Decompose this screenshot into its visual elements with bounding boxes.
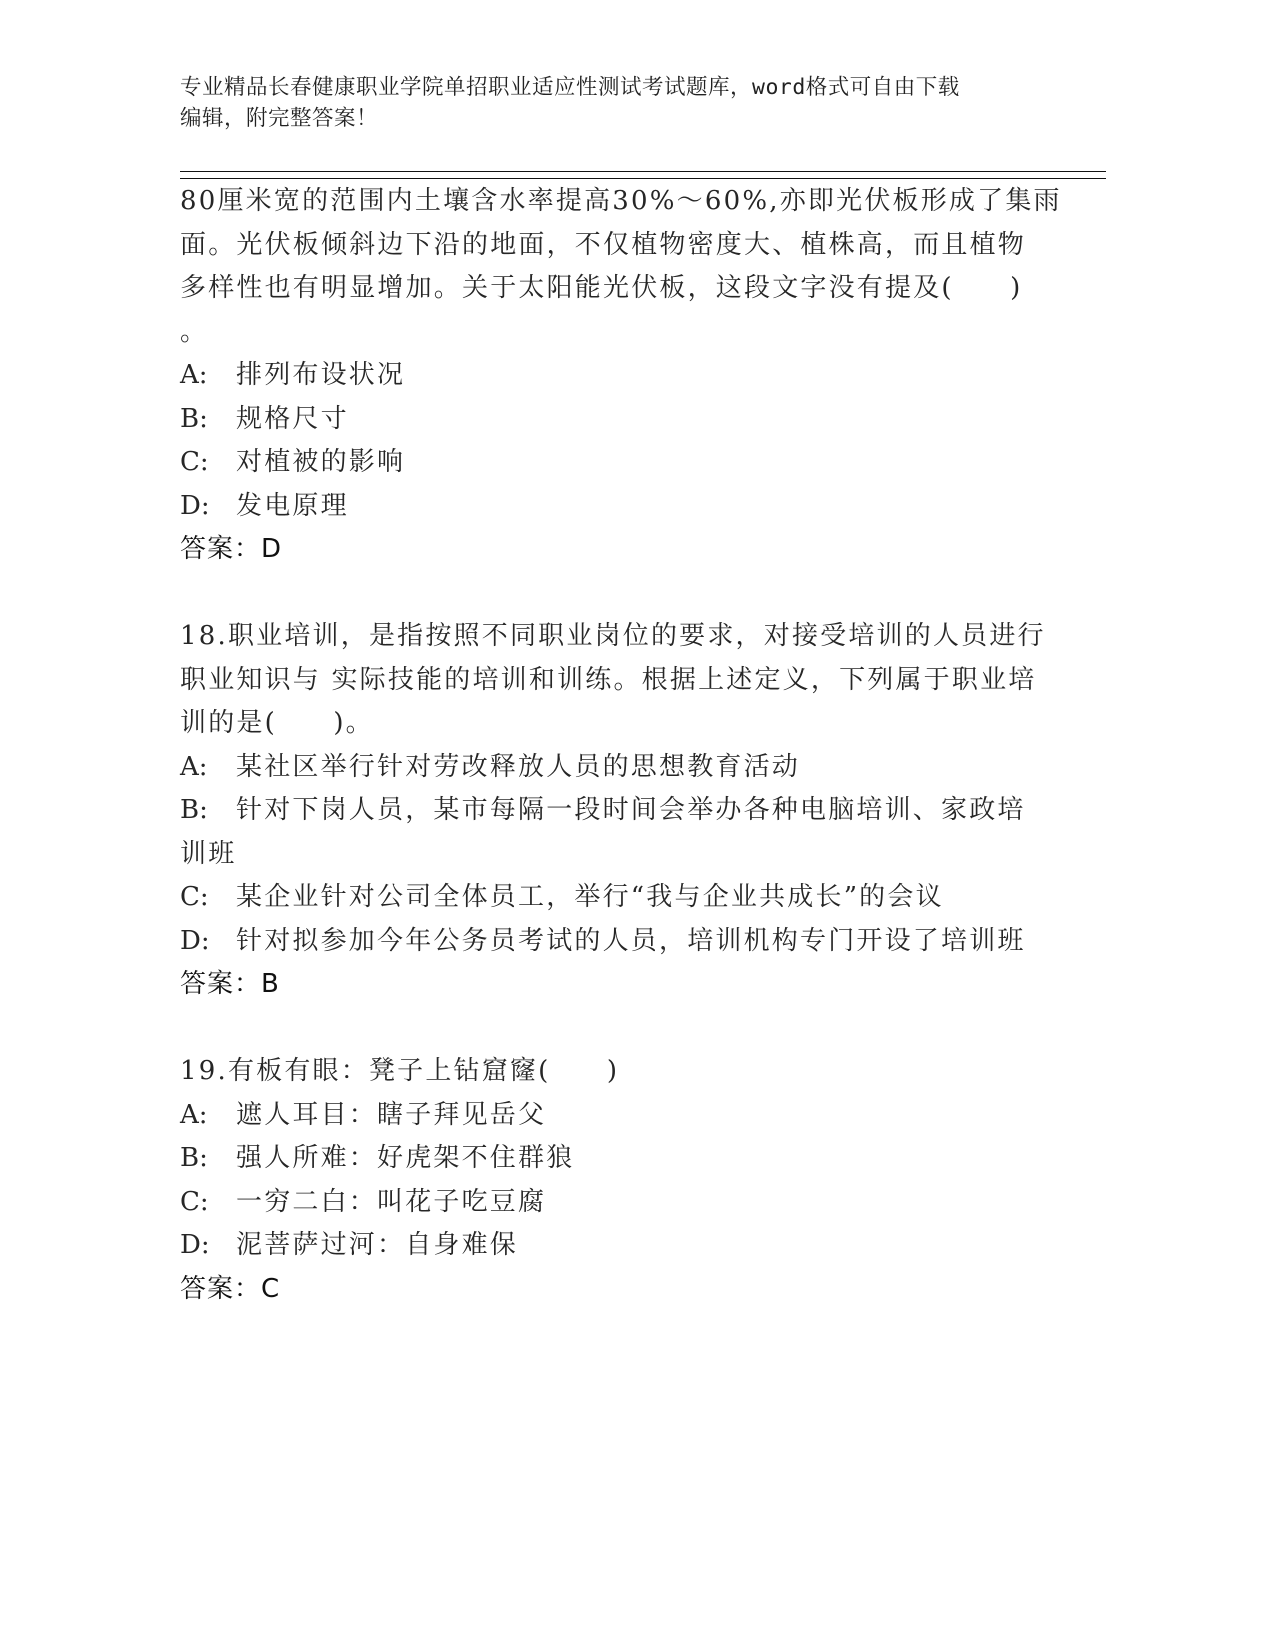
question-18 [180, 615, 1080, 1007]
option-d [180, 920, 1080, 964]
question-stem-line: 19.有板有眼：凳子上钻窟窿( ) [180, 1056, 620, 1086]
option-key: C: [180, 882, 209, 912]
question-stem-line: 训的是( )。 [180, 708, 374, 738]
question-19 [180, 1050, 1080, 1311]
option-b [180, 1137, 1080, 1181]
question-17 [180, 180, 1080, 572]
option-text: 针对拟参加今年公务员考试的人员，培训机构专门开设了培训班 [236, 925, 1026, 956]
question-stem-line: 80厘米宽的范围内土壤含水率提高30%～60%,亦即光伏板形成了集雨 [180, 186, 1062, 216]
option-b-continuation: 训班 [180, 838, 237, 869]
option-text: 对植被的影响 [236, 447, 406, 477]
document-header [180, 72, 1060, 134]
option-key: D: [180, 1230, 210, 1260]
option-a [180, 1094, 1080, 1138]
answer-line: 答案：C [180, 1273, 281, 1304]
option-text: 某企业针对公司全体员工，举行“我与企业共成长”的会议 [236, 882, 944, 912]
option-key: B: [180, 1143, 208, 1173]
header-divider-top [180, 171, 1106, 172]
option-text: 一穷二白：叫花子吃豆腐 [236, 1186, 547, 1217]
header-line-1: 专业精品长春健康职业学院单招职业适应性测试考试题库，word格式可自由下载 [180, 75, 960, 100]
question-stem-line: 18.职业培训，是指按照不同职业岗位的要求，对接受培训的人员进行 [180, 621, 1046, 651]
option-key: A: [180, 1099, 208, 1130]
option-c [180, 876, 1080, 920]
option-key: B: [180, 403, 208, 434]
option-c [180, 441, 1080, 485]
option-a [180, 746, 1080, 790]
option-text: 针对下岗人员，某市每隔一段时间会举办各种电脑培训、家政培 [236, 795, 1026, 825]
option-d [180, 1224, 1080, 1268]
header-divider-bottom [180, 178, 1106, 179]
question-stem-line: 多样性也有明显增加。关于太阳能光伏板，这段文字没有提及( ) [180, 273, 1023, 303]
answer-line: 答案：D [180, 534, 283, 564]
question-stem-line: 。 [180, 316, 209, 347]
option-key: A: [180, 360, 208, 390]
option-text: 发电原理 [236, 490, 349, 521]
option-a [180, 354, 1080, 398]
header-line-2: 编辑，附完整答案！ [180, 106, 379, 131]
option-text: 强人所难：好虎架不住群狼 [236, 1143, 575, 1173]
option-text: 某社区举行针对劳改释放人员的思想教育活动 [236, 751, 801, 782]
option-text: 泥菩萨过河：自身难保 [236, 1230, 519, 1260]
option-b [180, 398, 1080, 442]
document-body [180, 180, 1080, 1311]
option-text: 排列布设状况 [236, 360, 406, 390]
option-key: D: [180, 925, 210, 956]
option-key: D: [180, 490, 210, 521]
option-key: B: [180, 795, 208, 825]
option-key: C: [180, 1186, 209, 1217]
spacer [180, 572, 1080, 616]
question-stem-line: 面。光伏板倾斜边下沿的地面，不仅植物密度大、植株高，而且植物 [180, 229, 1027, 260]
option-text: 遮人耳目：瞎子拜见岳父 [236, 1099, 547, 1130]
spacer [180, 1007, 1080, 1051]
option-d [180, 485, 1080, 529]
option-key: A: [180, 751, 208, 782]
option-key: C: [180, 447, 209, 477]
option-b [180, 789, 1080, 833]
question-stem-line: 职业知识与 实际技能的培训和训练。根据上述定义，下列属于职业培 [180, 664, 1037, 695]
option-text: 规格尺寸 [236, 403, 349, 434]
option-c [180, 1181, 1080, 1225]
answer-line: 答案：B [180, 969, 280, 999]
